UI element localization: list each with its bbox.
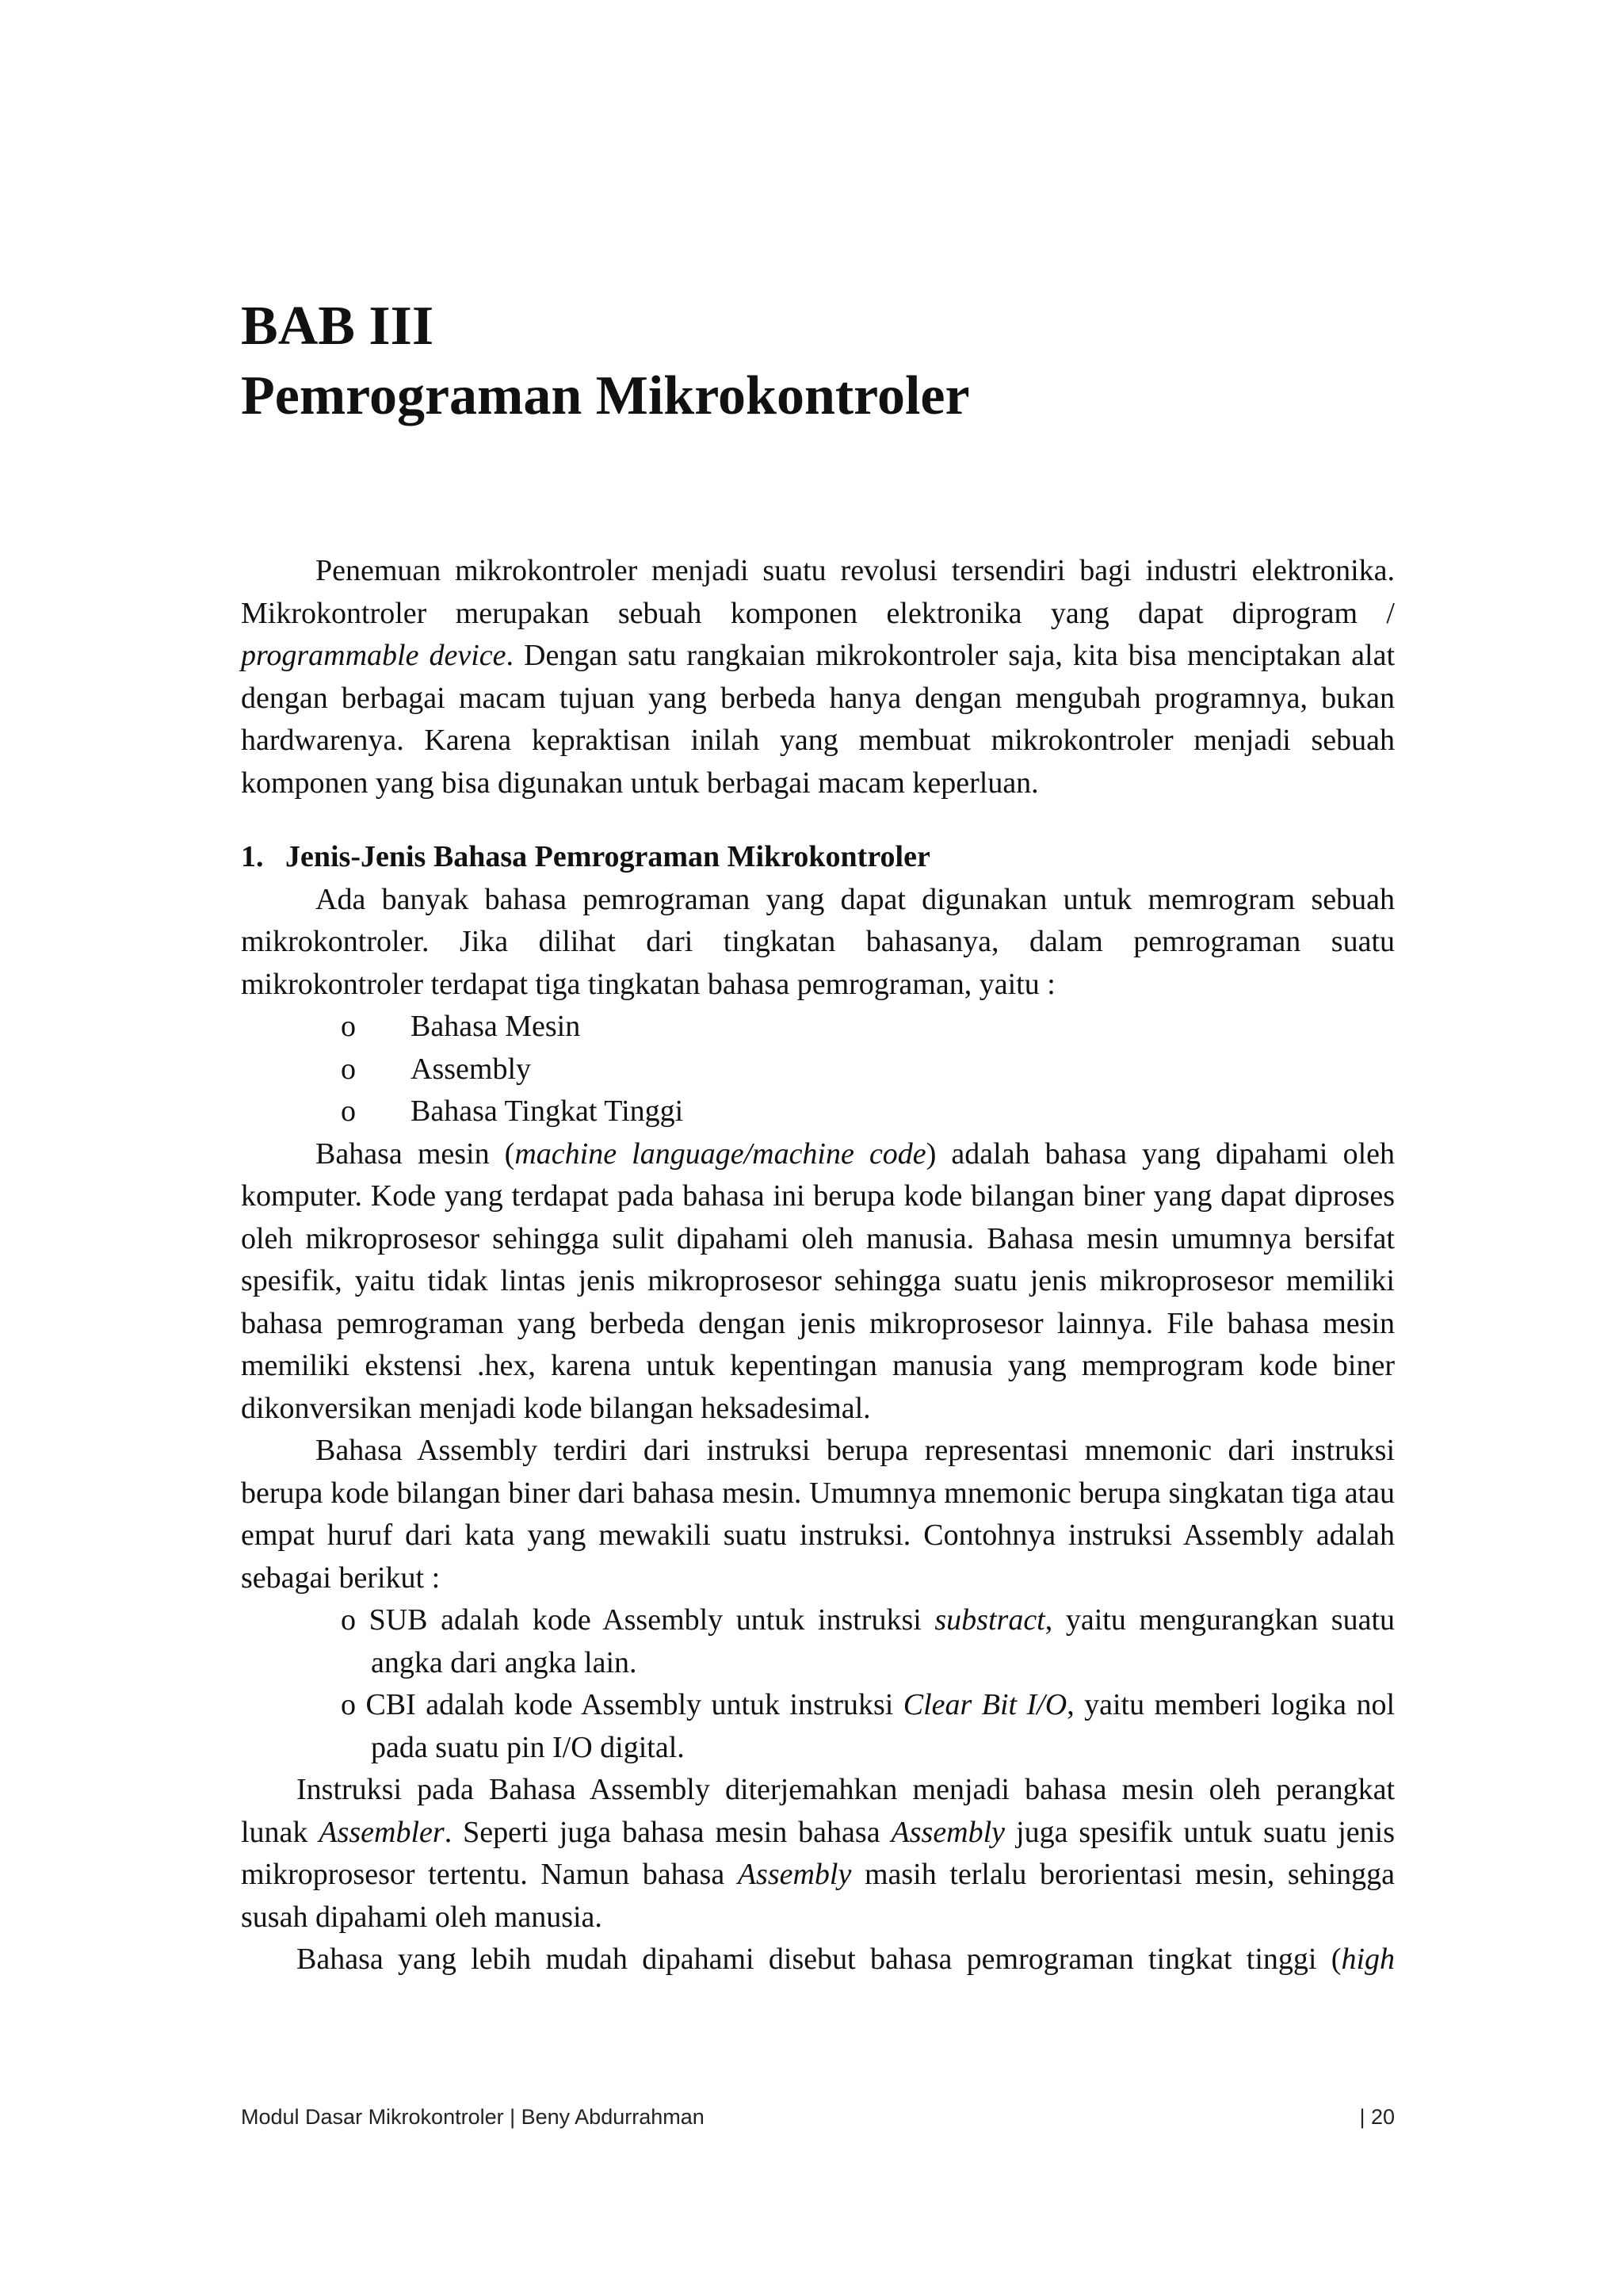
paragraph-text: . Seperti juga bahasa mesin bahasa (444, 1815, 892, 1849)
circle-bullet-icon: o (341, 1603, 356, 1637)
paragraph-text: Bahasa mesin ( (315, 1137, 515, 1171)
chapter-label: BAB III (241, 296, 434, 357)
chapter-body (241, 550, 1395, 1981)
list-item (341, 1006, 1395, 1049)
paragraph-text: juga spesifik untuk suatu jenis mikroprosesor tertentu. Namun bahasa (241, 1815, 1395, 1891)
intro-paragraph (241, 550, 1395, 804)
example-text: , yaitu memberi logika nol pada suatu pin I/O digital. (371, 1688, 1395, 1764)
italic-term: substract (934, 1603, 1045, 1637)
italic-term: high (1341, 1943, 1395, 1976)
paragraph-text: masih terlalu berorientasi mesin, sehingga susah dipahami oleh manusia. (241, 1858, 1395, 1934)
page-footer (241, 2105, 1395, 2130)
section-paragraph-3: Bahasa Assembly terdiri dari instruksi berupa representasi mnemonic dari instruksi berupa kode bilangan biner dari bahasa mesin. Umumnya mnemonic berupa singkatan tiga atau empat huruf dari kata yang mewakili suatu instruksi. Contohnya instruksi Assembly adalah sebagai berikut : (241, 1434, 1395, 1595)
italic-term: Clear Bit I/O (903, 1688, 1067, 1721)
assembly-examples-list (241, 1599, 1395, 1769)
intro-text-cont: . Dengan satu rangkaian mikrokontroler saja, kita bisa menciptakan alat dengan berbagai macam tujuan yang berbeda hanya dengan mengubah programnya, bukan hardwarenya. Karena kepraktisan inilah yang membuat mikrokontroler menjadi sebuah komponen yang bisa digunakan untuk berbagai macam keperluan. (241, 639, 1395, 800)
language-levels-list (241, 1006, 1395, 1133)
example-text: SUB adalah kode Assembly untuk instruksi (369, 1603, 935, 1637)
intro-italic-term: programmable device (241, 639, 506, 672)
italic-term: Assembly (891, 1815, 1006, 1849)
example-text: CBI adalah kode Assembly untuk instruksi (365, 1688, 903, 1721)
section-number: 1. (241, 840, 264, 873)
example-text: , yaitu mengurangkan suatu angka dari angka lain. (371, 1603, 1395, 1679)
section-title: Jenis-Jenis Bahasa Pemrograman Mikrokontroler (285, 840, 930, 873)
list-item-label: Bahasa Tingkat Tinggi (411, 1095, 684, 1128)
intro-text: Penemuan mikrokontroler menjadi suatu revolusi tersendiri bagi industri elektronika. Mikrokontroler merupakan sebuah komponen elektronika yang dapat diprogram / (241, 554, 1395, 630)
list-item (341, 1049, 1395, 1091)
italic-term: machine language/machine code (514, 1137, 926, 1171)
italic-term: Assembly (737, 1858, 852, 1891)
chapter-heading (241, 292, 1395, 431)
list-item-label: Bahasa Mesin (411, 1010, 581, 1043)
paragraph-text: Bahasa yang lebih mudah dipahami disebut bahasa pemrograman tingkat tinggi ( (296, 1943, 1342, 1976)
section-paragraph-4 (241, 1769, 1395, 1939)
section-paragraph-1: Ada banyak bahasa pemrograman yang dapat digunakan untuk memrogram sebuah mikrokontroler. Jika dilihat dari tingkatan bahasanya, dalam pemrograman suatu mikrokontroler terdapat tiga tingkatan bahasa pemrograman, yaitu : (241, 882, 1395, 1001)
circle-bullet-icon: o (341, 1095, 356, 1128)
chapter-title: Pemrograman Mikrokontroler (241, 365, 970, 426)
list-item (323, 1684, 1395, 1769)
list-item-label: Assembly (411, 1052, 531, 1086)
list-item (323, 1599, 1395, 1684)
page-content (241, 292, 1395, 1981)
section-paragraph-5 (241, 1939, 1395, 1981)
paragraph-text: Instruksi pada Bahasa Assembly diterjemahkan menjadi bahasa mesin oleh perangkat lunak (241, 1773, 1395, 1849)
italic-term: Assembler (319, 1815, 445, 1849)
circle-bullet-icon: o (341, 1052, 356, 1086)
section-heading (241, 836, 1395, 879)
list-item (341, 1091, 1395, 1133)
circle-bullet-icon: o (341, 1688, 356, 1721)
paragraph-text: ) adalah bahasa yang dipahami oleh komputer. Kode yang terdapat pada bahasa ini berupa kode bilangan biner yang dapat diproses oleh mikroprosesor sehingga sulit dipahami oleh manusia. Bahasa mesin umumnya bersifat spesifik, yaitu tidak lintas jenis mikroprosesor sehingga suatu jenis mikroprosesor memiliki bahasa pemrograman yang berbeda dengan jenis mikroprosesor lainnya. File bahasa mesin memiliki ekstensi .hex, karena untuk kepentingan manusia yang memprogram kode biner dikonversikan menjadi kode bilangan heksadesimal. (241, 1137, 1395, 1425)
footer-title: Modul Dasar Mikrokontroler | Beny Abdurrahman (241, 2105, 705, 2129)
circle-bullet-icon: o (341, 1010, 356, 1043)
section-paragraph-2 (241, 1133, 1395, 1431)
page-number: | 20 (1359, 2105, 1395, 2129)
